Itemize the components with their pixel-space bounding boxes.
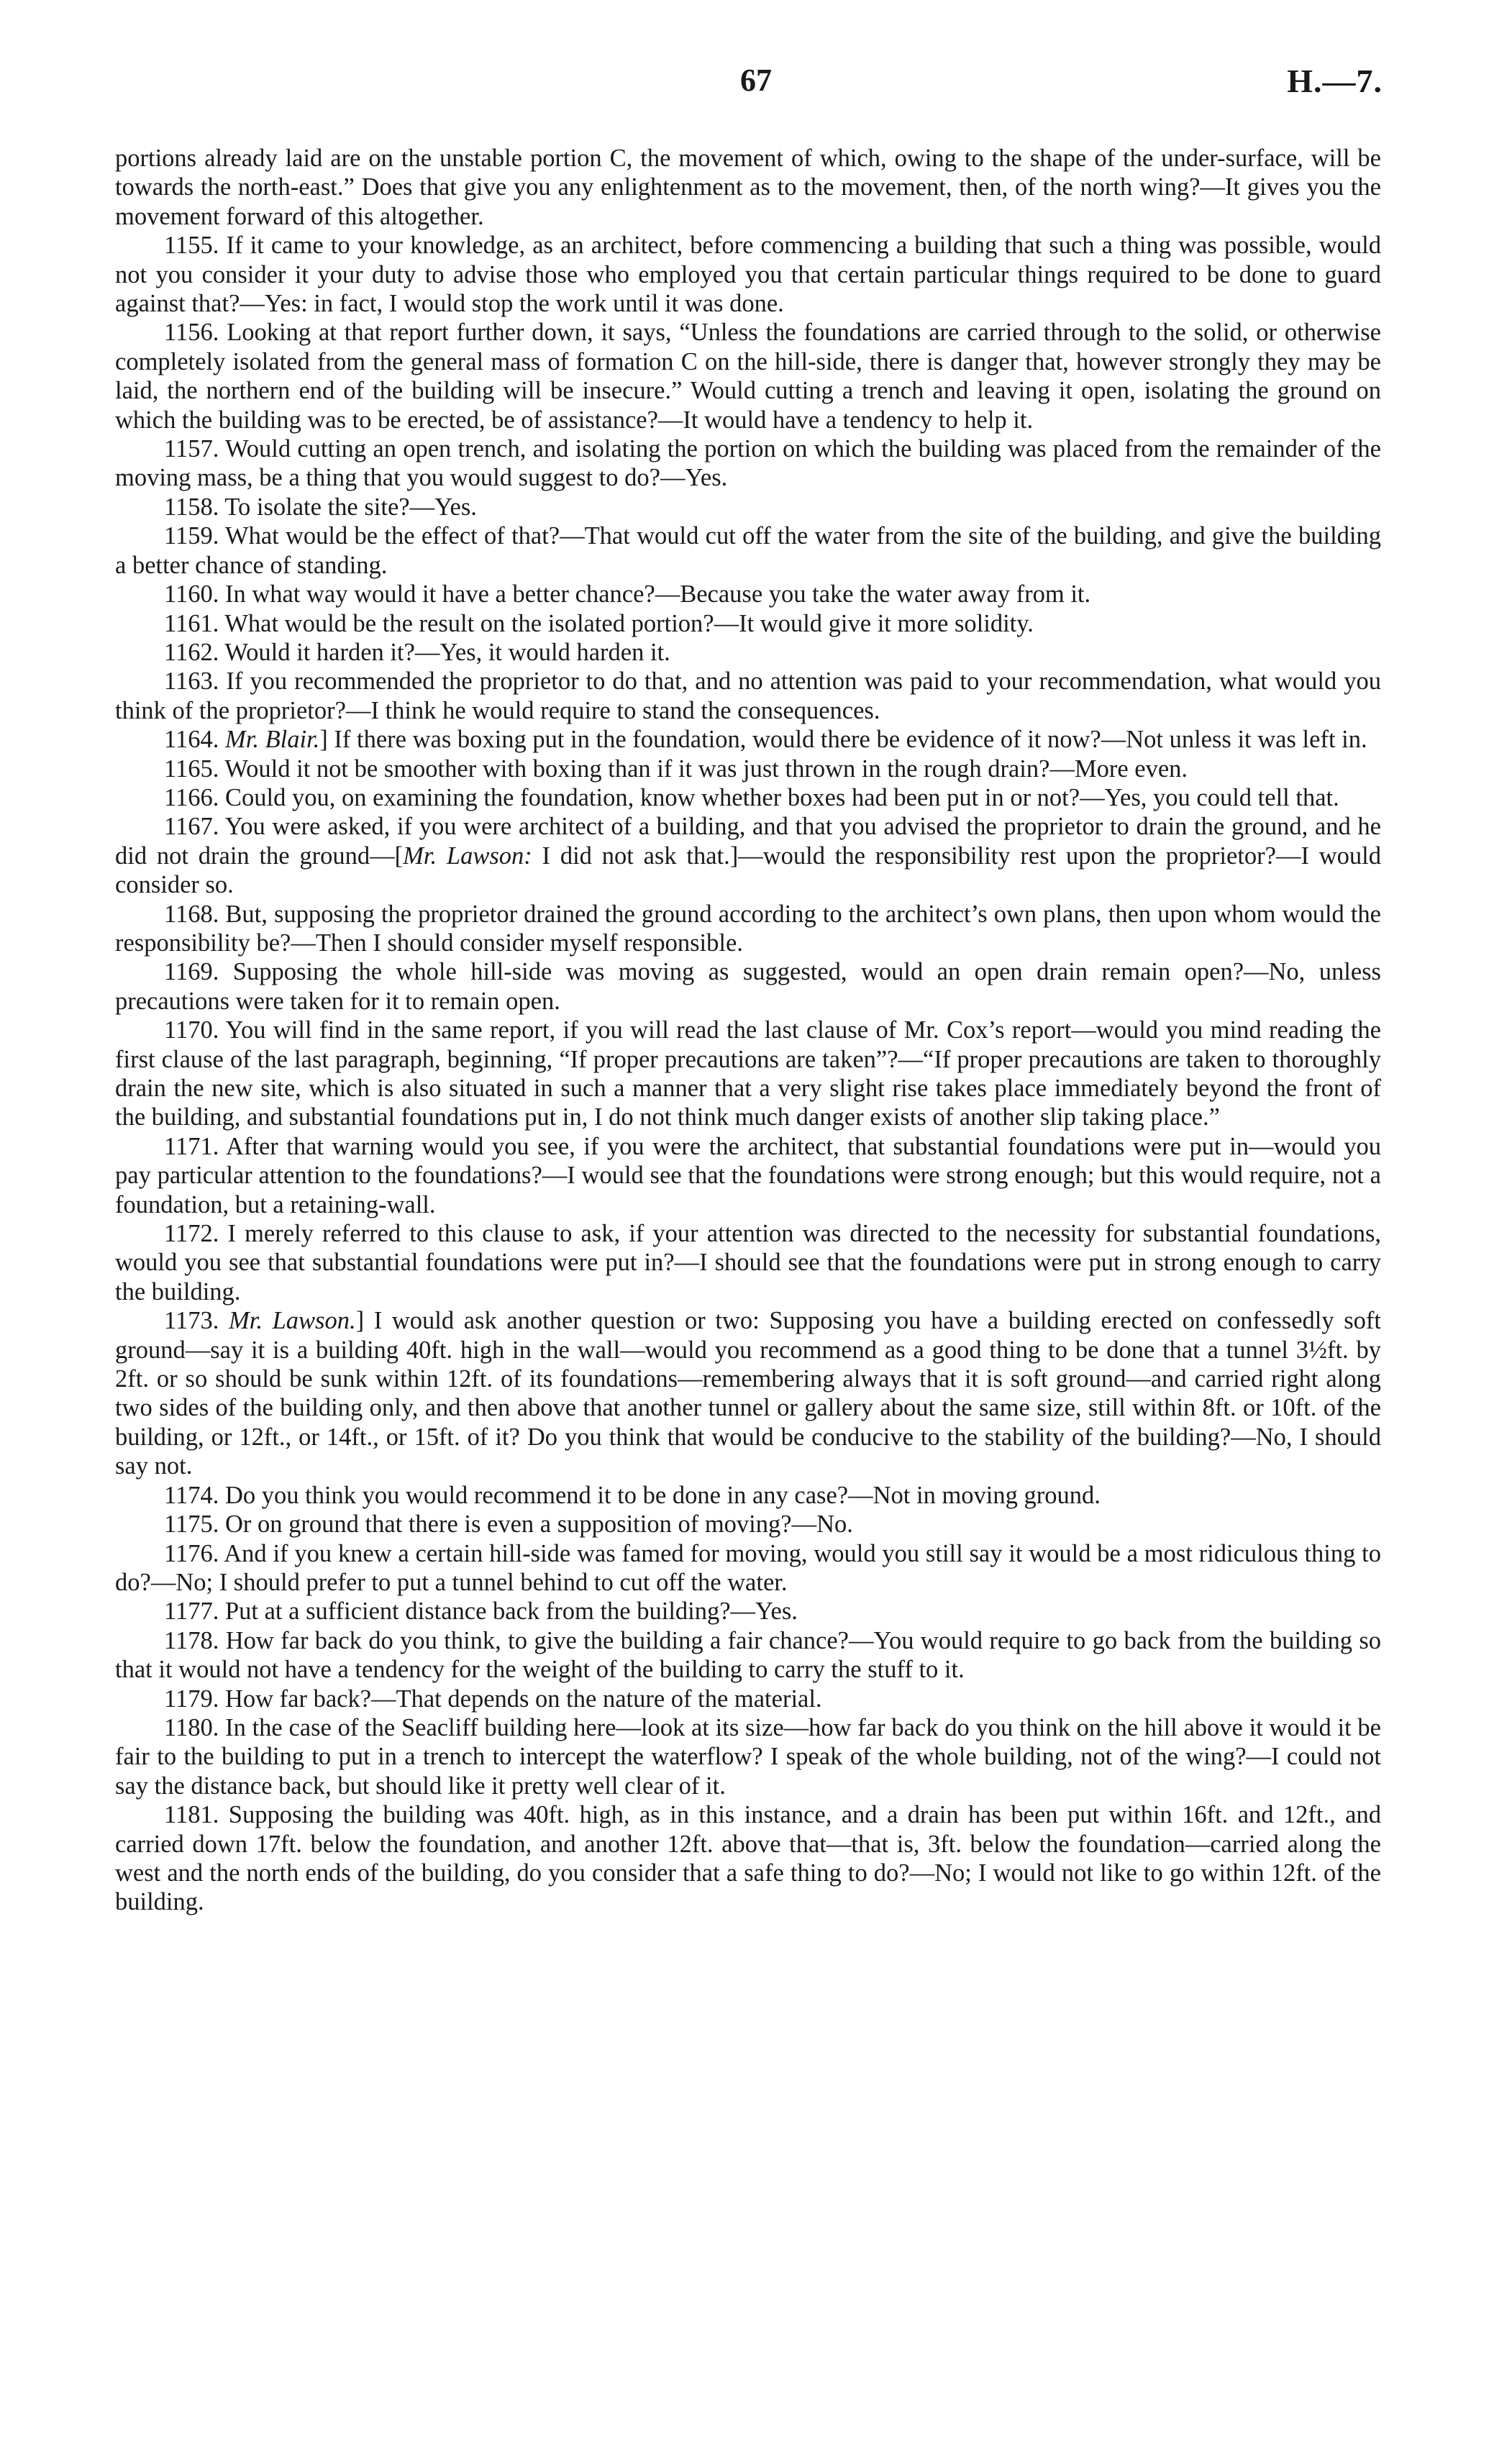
paragraph-1159: 1159. What would be the effect of that?—That would cut off the water from the site of the building, and give the building a better chance of standing. xyxy=(115,522,1381,579)
speaker-name: Mr. Lawson: xyxy=(403,842,532,870)
paragraph-body: ] If there was boxing put in the foundation, would there be evidence of it now?—Not unless it was left in. xyxy=(319,726,1367,754)
paragraph-number: 1164. xyxy=(164,726,225,754)
paragraph-1171: 1171. After that warning would you see, if you were the architect, that substantial foundations were put in—would you pay particular attention to the foundations?—I would see that the foundations were strong enough; but this would require, not a foundation, but a retaining-wall. xyxy=(115,1132,1381,1218)
paragraph-1158: 1158. To isolate the site?—Yes. xyxy=(164,493,477,521)
paragraph-1181: 1181. Supposing the building was 40ft. high, as in this instance, and a drain has been put within 16ft. and 12ft., and carried down 17ft. below the foundation, and another 12ft. above that—that is, 3ft. below the foundation—carried along the west and the north ends of the building, do you consider that a safe thing to do?—No; I would not like to go within 12ft. of the building. xyxy=(115,1801,1381,1916)
paragraph-1176: 1176. And if you knew a certain hill-side was famed for moving, would you still say it would be a most ridiculous thing to do?—No; I should prefer to put a tunnel behind to cut off the water. xyxy=(115,1539,1381,1596)
paragraph-1174: 1174. Do you think you would recommend it to be done in any case?—Not in moving ground. xyxy=(164,1481,1101,1509)
minutes-of-evidence-text xyxy=(115,144,1381,1917)
paragraph-1157: 1157. Would cutting an open trench, and isolating the portion on which the building was placed from the remainder of the moving mass, be a thing that you would suggest to do?—Yes. xyxy=(115,435,1381,492)
paragraph-1162: 1162. Would it harden it?—Yes, it would harden it. xyxy=(164,638,670,666)
paragraph-1168: 1168. But, supposing the proprietor drained the ground according to the architect’s own plans, then upon whom would the responsibility be?—Then I should consider myself responsible. xyxy=(115,900,1381,957)
paragraph-1160: 1160. In what way would it have a better chance?—Because you take the water away from it. xyxy=(164,580,1091,609)
paragraph-body: ] I would ask another question or two: Supposing you have a building erected on confessedly soft ground—say it is a building 40ft. high in the wall—would you recommend as a good thing to be done that a tunnel 3½ft. by 2ft. or so should be sunk within 12ft. of its foundations—remembering always that it is soft ground—and carried right along two sides of the building only, and then above that another tunnel or gallery about the same size, still within 8ft. or 10ft. of the building, or 12ft., or 14ft., or 15ft. of it? Do you think that would be conducive to the stability of the building?—No, I should say not. xyxy=(115,1307,1381,1480)
paragraph-1180: 1180. In the case of the Seacliff building here—look at its size—how far back do you think on the hill above it would it be fair to the building to put in a trench to intercept the waterflow? I speak of the whole building, not of the wing?—I could not say the distance back, but should like it pretty well clear of it. xyxy=(115,1713,1381,1800)
paragraph-1172: 1172. I merely referred to this clause to ask, if your attention was directed to the necessity for substantial foundations, would you see that substantial foundations were put in?—I should see that the foundations were put in strong enough to carry the building. xyxy=(115,1220,1381,1305)
paragraph-1179: 1179. How far back?—That depends on the nature of the material. xyxy=(164,1685,822,1713)
paragraph-1163: 1163. If you recommended the proprietor to do that, and no attention was paid to your recommendation, what would you think of the proprietor?—I think he would require to stand the consequences. xyxy=(115,667,1381,724)
document-code: H.—7. xyxy=(1287,63,1383,99)
paragraph-1175: 1175. Or on ground that there is even a supposition of moving?—No. xyxy=(164,1510,853,1539)
paragraph-1166: 1166. Could you, on examining the foundation, know whether boxes had been put in or not?—Yes, you could tell that. xyxy=(164,783,1339,811)
paragraph-1173 xyxy=(115,1306,1381,1480)
paragraph-body: I did not ask that.]—would the responsibility rest upon the proprietor?—I would consider so. xyxy=(115,842,1382,899)
paragraph-1177: 1177. Put at a sufficient distance back from the building?—Yes. xyxy=(164,1598,798,1626)
paragraph-1156: 1156. Looking at that report further down, it says, “Unless the foundations are carried through to the solid, or otherwise completely isolated from the general mass of formation C on the hill-side, there is danger that, however strongly they may be laid, the northern end of the building will be insecure.” Would cutting a trench and leaving it open, isolating the ground on which the building was to be erected, be of assistance?—It would have a tendency to help it. xyxy=(115,319,1381,434)
paragraph-lead: 1167. You were asked, if you were architect of a building, and that you advised the proprietor to drain the ground, and he did not drain the ground—[ xyxy=(115,813,1381,870)
paragraph-1165: 1165. Would it not be smoother with boxing than if it was just thrown in the rough drain?—More even. xyxy=(164,755,1188,783)
page-number: 67 xyxy=(740,63,772,98)
paragraph-1155: 1155. If it came to your knowledge, as an architect, before commencing a building that such a thing was possible, would not you consider it your duty to advise those who employed you that certain particular things required to be done to guard against that?—Yes: in fact, I would stop the work until it was done. xyxy=(115,232,1381,318)
page-header xyxy=(0,62,1512,112)
paragraph-1164 xyxy=(115,725,1381,754)
speaker-name: Mr. Blair. xyxy=(224,726,320,754)
paragraph-continued: portions already laid are on the unstable portion C, the movement of which, owing to the shape of the under-surface, will be towards the north-east.” Does that give you any enlightenment as to the movement, then, of the north wing?—It gives you the movement forward of this altogether. xyxy=(115,145,1381,230)
paragraph-1167 xyxy=(115,812,1381,899)
paragraph-1178: 1178. How far back do you think, to give the building a fair chance?—You would require to go back from the building so that it would not have a tendency for the weight of the building to carry the stuff to it. xyxy=(115,1626,1381,1684)
paragraph-1170: 1170. You will find in the same report, if you will read the last clause of Mr. Cox’s report—would you mind reading the first clause of the last paragraph, beginning, “If proper precautions are taken”?—“If proper precautions are taken to thoroughly drain the new site, which is also situated in such a manner that a very slight rise takes place immediately beyond the front of the building, and substantial foundations put in, I do not think much danger exists of another slip taking place.” xyxy=(115,1016,1381,1131)
speaker-name: Mr. Lawson. xyxy=(228,1307,356,1335)
paragraph-number: 1173. xyxy=(164,1307,229,1335)
paragraph-1161: 1161. What would be the result on the isolated portion?—It would give it more solidity. xyxy=(164,609,1034,637)
paragraph-1169: 1169. Supposing the whole hill-side was moving as suggested, would an open drain remain open?—No, unless precautions were taken for it to remain open. xyxy=(115,958,1381,1015)
